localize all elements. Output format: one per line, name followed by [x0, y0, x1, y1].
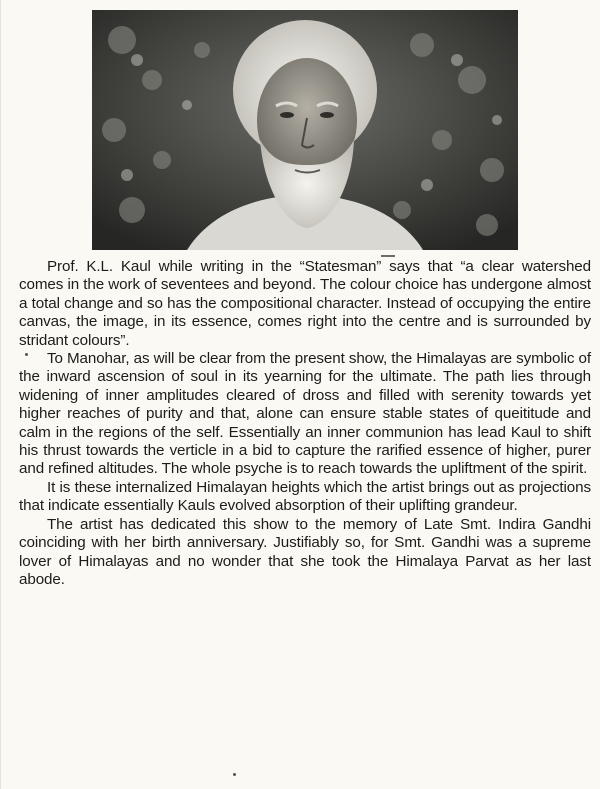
paragraph-3: It is these internalized Himalayan heights which the artist brings out as projections that indicate essentially Kauls evolved absorption of their uplifting grandeur. [19, 478, 591, 515]
article-body [19, 258, 591, 589]
photo-edge-mark [381, 255, 395, 257]
paragraph-1: Prof. K.L. Kaul while writing in the “Statesman” says that “a clear watershed comes in the work of seventees and beyond. The colour choice has undergone almost a total change and so has the compositional character. Instead of occupying the entire canvas, the image, in its essence, comes right into the centre and is surrounded by stridant colours”. [19, 258, 591, 349]
portrait-illustration [92, 10, 518, 250]
print-speck [25, 353, 28, 356]
paragraph-2: To Manohar, as will be clear from the present show, the Himalayas are symbolic of the inward ascension of soul in its yearning for the ultimate. The path lies through widening of inner amplitudes cleared of dross and filled with serenity towards yet higher reaches of purity and that, alone can ensure stable states of queititude and calm in the regions of the self. Essentially an inner communion has lead Kaul to shift his thrust towards the verticle in a bid to capture the rarified essence of higher, purer and refined altitudes. The whole psyche is to reach towards the upliftment of the spirit. [19, 350, 591, 478]
portrait-photo [92, 10, 518, 250]
print-speck [233, 773, 236, 776]
paragraph-4: The artist has dedicated this show to the memory of Late Smt. Indira Gandhi coinciding with her birth anniversary. Justifiably so, for Smt. Gandhi was a supreme lover of Himalayas and no wonder that she took the Himalaya Parvat as her last abode. [19, 515, 591, 588]
